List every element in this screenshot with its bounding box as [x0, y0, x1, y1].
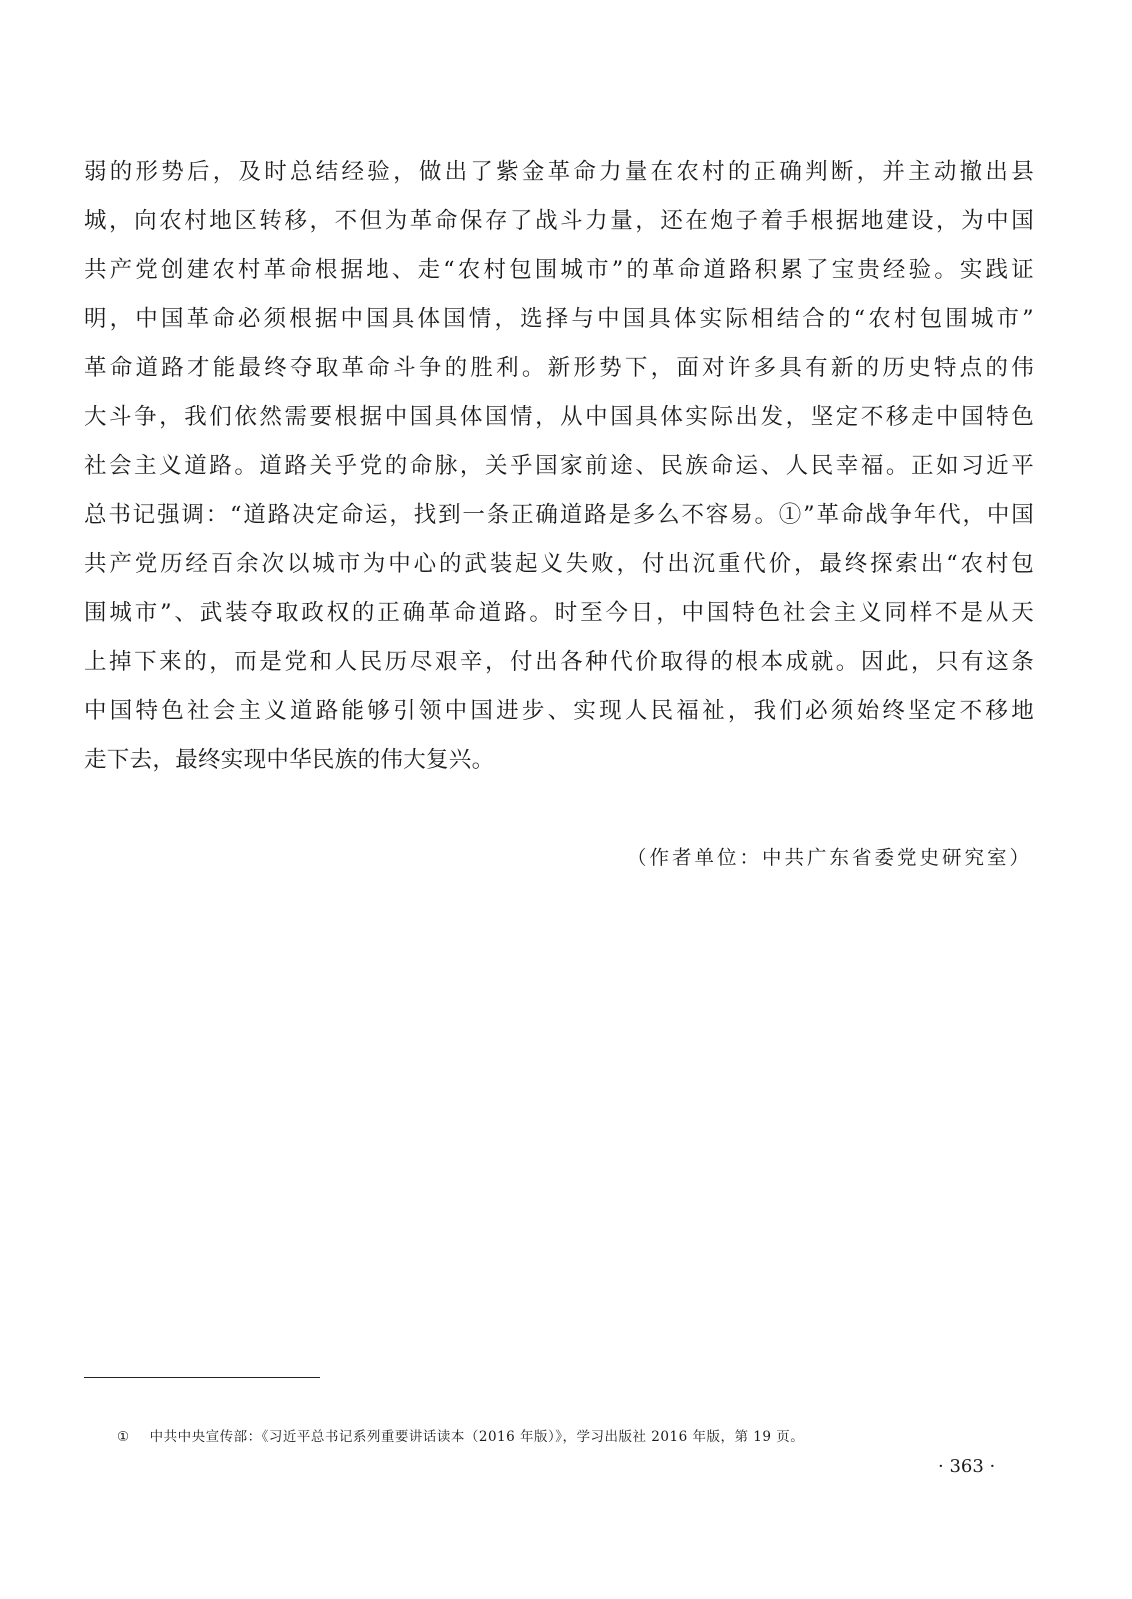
footnote [117, 1425, 804, 1445]
footnote-marker: ① [117, 1429, 130, 1445]
author-affiliation: （作者单位：中共广东省委党史研究室） [626, 846, 1032, 869]
body-line: 城，向农村地区转移，不但为革命保存了战斗力量，还在炮子着手根据地建设，为中国 [84, 208, 1034, 234]
body-line: 社会主义道路。道路关乎党的命脉，关乎国家前途、民族命运、人民幸福。正如习近平 [84, 453, 1034, 479]
body-line: 上掉下来的，而是党和人民历尽艰辛，付出各种代价取得的根本成就。因此，只有这条 [84, 649, 1034, 675]
body-line: 共产党创建农村革命根据地、走“农村包围城市”的革命道路积累了宝贵经验。实践证 [84, 257, 1034, 283]
footnote-text: 中共中央宣传部：《习近平总书记系列重要讲话读本（2016 年版）》，学习出版社 2016 年版，第 19 页。 [149, 1429, 805, 1445]
body-paragraph [84, 148, 1034, 785]
body-line: 明，中国革命必须根据中国具体国情，选择与中国具体实际相结合的“农村包围城市” [84, 306, 1034, 332]
body-line: 围城市”、武装夺取政权的正确革命道路。时至今日，中国特色社会主义同样不是从天 [84, 600, 1034, 626]
body-line-last: 走下去，最终实现中华民族的伟大复兴。 [84, 747, 495, 773]
body-line: 弱的形势后，及时总结经验，做出了紫金革命力量在农村的正确判断，并主动撤出县 [84, 159, 1034, 185]
body-line: 总书记强调：“道路决定命运，找到一条正确道路是多么不容易。①”革命战争年代，中国 [84, 502, 1034, 528]
body-line: 中国特色社会主义道路能够引领中国进步、实现人民福祉，我们必须始终坚定不移地 [84, 698, 1034, 724]
page-number: · 363 · [938, 1456, 996, 1477]
body-line: 共产党历经百余次以城市为中心的武装起义失败，付出沉重代价，最终探索出“农村包 [84, 551, 1034, 577]
body-line: 大斗争，我们依然需要根据中国具体国情，从中国具体实际出发，坚定不移走中国特色 [84, 404, 1034, 430]
body-line: 革命道路才能最终夺取革命斗争的胜利。新形势下，面对许多具有新的历史特点的伟 [84, 355, 1034, 381]
footnote-divider [84, 1377, 320, 1378]
